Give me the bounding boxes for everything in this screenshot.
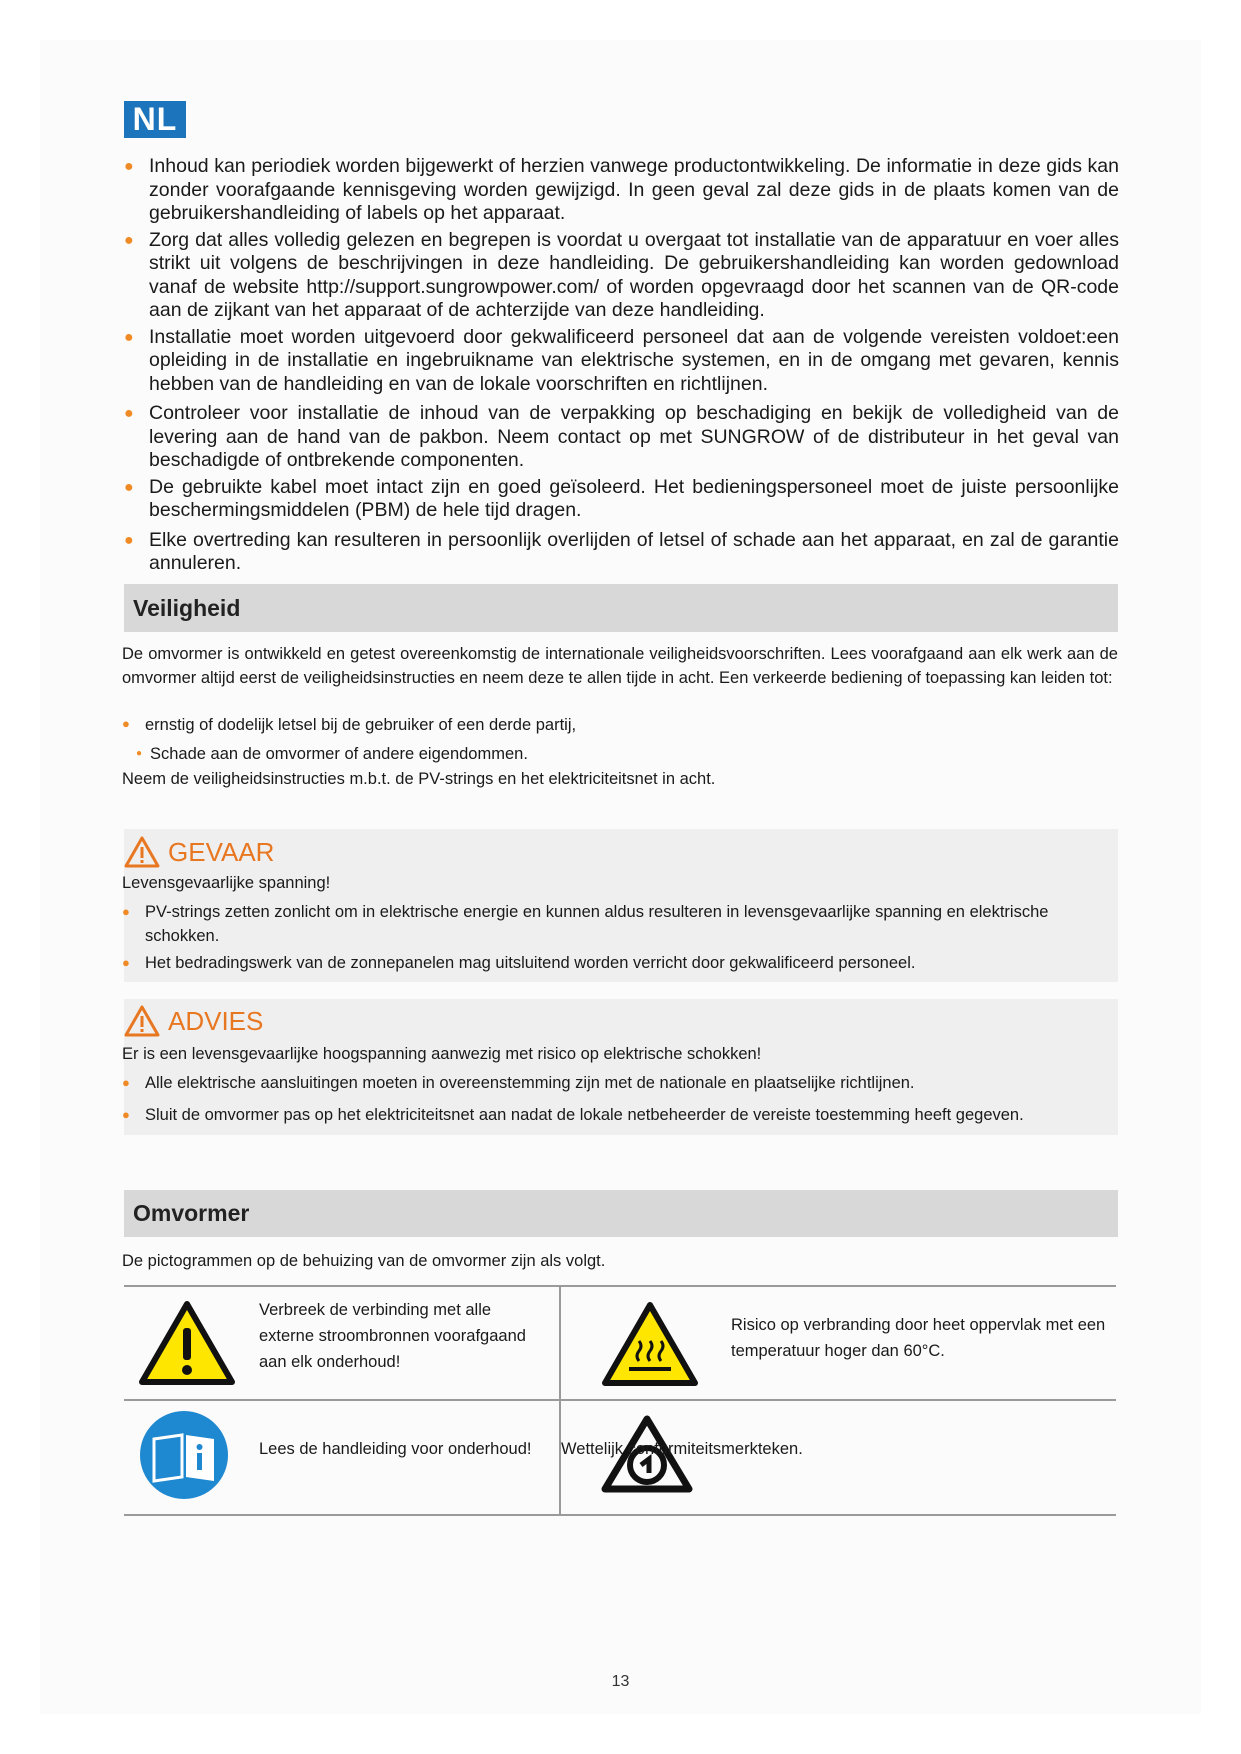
list-item: ● Zorg dat alles volledig gelezen en begrepen is voordat u overgaat tot installatie van de apparatuur en voer alles strikt uit volgens de beschrijvingen in deze handleiding. De gebruikershandleiding kan worden gedownload vanaf de website http://support.sungrowpower.com/ of worden opgevraagd door het scannen van de QR-code aan de zijkant van het apparaat of de achterzijde van deze handleiding. [124, 228, 1119, 321]
danger-subtitle: Levensgevaarlijke spanning! [122, 874, 331, 892]
safety-list [122, 716, 576, 735]
warning-triangle-icon [124, 1005, 160, 1037]
bullet-icon: ● [124, 405, 134, 422]
list-item: ● Sluit de omvormer pas op het elektriciteitsnet aan nadat de lokale netbeheerder de vereiste toestemming heeft gegeven. [122, 1103, 1118, 1127]
bullet-icon: ● [124, 478, 134, 496]
list-item: ● De gebruikte kabel moet intact zijn en goed geïsoleerd. Het bedieningspersoneel moet de juiste persoonlijke beschermingsmiddelen (PBM) de hele tijd dragen. [124, 475, 1119, 521]
bullet-icon: ● [122, 716, 130, 731]
list-item: ● Elke overtreding kan resulteren in persoonlijk overlijden of letsel of schade aan het apparaat, en zal de garantie annuleren. [124, 528, 1119, 574]
safety-paragraph: De omvormer is ontwikkeld en getest overeenkomstig de internationale veiligheidsvoorschriften. Lees voorafgaand aan elk werk aan de omvormer altijd eerst de veiligheidsinstructies en neem deze te allen tijde in acht. Een verkeerde bediening of toepassing kan leiden tot: [122, 645, 1118, 687]
table-divider [124, 1285, 1116, 1287]
bullet-icon: ● [122, 1107, 130, 1122]
advice-heading: ADVIES [124, 1005, 263, 1037]
advice-subtitle: Er is een levensgevaarlijke hoogspanning aanwezig met risico op elektrische schokken! [122, 1045, 762, 1063]
symbol-table [124, 1285, 1116, 1516]
safety-list-2 [136, 745, 528, 764]
bullet-icon: ● [122, 955, 130, 970]
read-manual-icon [138, 1409, 230, 1501]
list-item: ● Alle elektrische aansluitingen moeten in overeenstemming zijn met de nationale en plaatselijke richtlijnen. [122, 1071, 1118, 1095]
bullet-icon: ● [122, 904, 130, 919]
hot-surface-icon [601, 1301, 699, 1387]
table-divider [124, 1399, 1116, 1401]
symbol-description: Wettelijk conformiteitsmerkteken. [561, 1440, 803, 1458]
danger-list [122, 900, 1118, 975]
page-number: 13 [611, 1673, 630, 1690]
symbol-description: Lees de handleiding voor onderhoud! [259, 1440, 532, 1458]
list-item: ● PV-strings zetten zonlicht om in elektrische energie en kunnen aldus resulteren in levensgevaarlijke spanning en elektrische schokken. [122, 900, 1118, 948]
list-item: ● Schade aan de omvormer of andere eigendommen. [136, 745, 528, 763]
symbol-description: Verbreek de verbinding met alle externe stroombronnen voorafgaand aan elk onderhoud! [259, 1301, 526, 1371]
list-item: ● ernstig of dodelijk letsel bij de gebruiker of een derde partij, [122, 716, 577, 734]
intro-list [124, 155, 1119, 579]
section-heading-safety: Veiligheid [124, 584, 1118, 632]
bullet-icon: ● [124, 328, 134, 346]
warning-triangle-icon [124, 836, 160, 868]
table-divider [124, 1514, 1116, 1516]
table-divider [559, 1285, 561, 1516]
list-item: ● Het bedradingswerk van de zonnepanelen mag uitsluitend worden verricht door gekwalificeerd personeel. [122, 951, 1118, 975]
advice-list [122, 1071, 1118, 1127]
general-warning-icon [138, 1300, 236, 1386]
bullet-icon: ● [136, 748, 143, 759]
bullet-icon: ● [122, 1075, 130, 1090]
symbol-description: Risico op verbranding door heet oppervlak met een temperatuur hoger dan 60°C. [731, 1316, 1106, 1360]
bullet-icon: ● [124, 531, 134, 549]
safety-note: Neem de veiligheidsinstructies m.b.t. de PV-strings en het elektriciteitsnet in acht. [122, 770, 716, 788]
danger-heading: GEVAAR [124, 836, 274, 868]
list-item: ● Inhoud kan periodiek worden bijgewerkt of herzien vanwege productontwikkeling. De informatie in deze gids kan zonder voorafgaande kennisgeving worden gewijzigd. In geen geval zal deze gids in de plaats komen van de gebruikershandleiding of labels op het apparaat. [124, 155, 1119, 224]
bullet-icon: ● [124, 231, 134, 249]
list-item: ● Installatie moet worden uitgevoerd door gekwalificeerd personeel dat aan de volgende vereisten voldoet:een opleiding in de installatie en ingebruikname van elektrische systemen, en in de omgang met gevaren, kennis hebben van de handleiding en van de lokale voorschriften en richtlijnen. [124, 325, 1119, 395]
bullet-icon: ● [124, 158, 134, 175]
inverter-paragraph: De pictogrammen op de behuizing van de omvormer zijn als volgt. [122, 1252, 606, 1270]
language-badge: NL [124, 101, 186, 138]
section-heading-inverter: Omvormer [124, 1190, 1118, 1237]
list-item: ● Controleer voor installatie de inhoud van de verpakking op beschadiging en bekijk de volledigheid van de levering aan de hand van de pakbon. Neem contact op met SUNGROW of de distributeur in het geval van beschadigde of ontbrekende componenten. [124, 402, 1119, 471]
